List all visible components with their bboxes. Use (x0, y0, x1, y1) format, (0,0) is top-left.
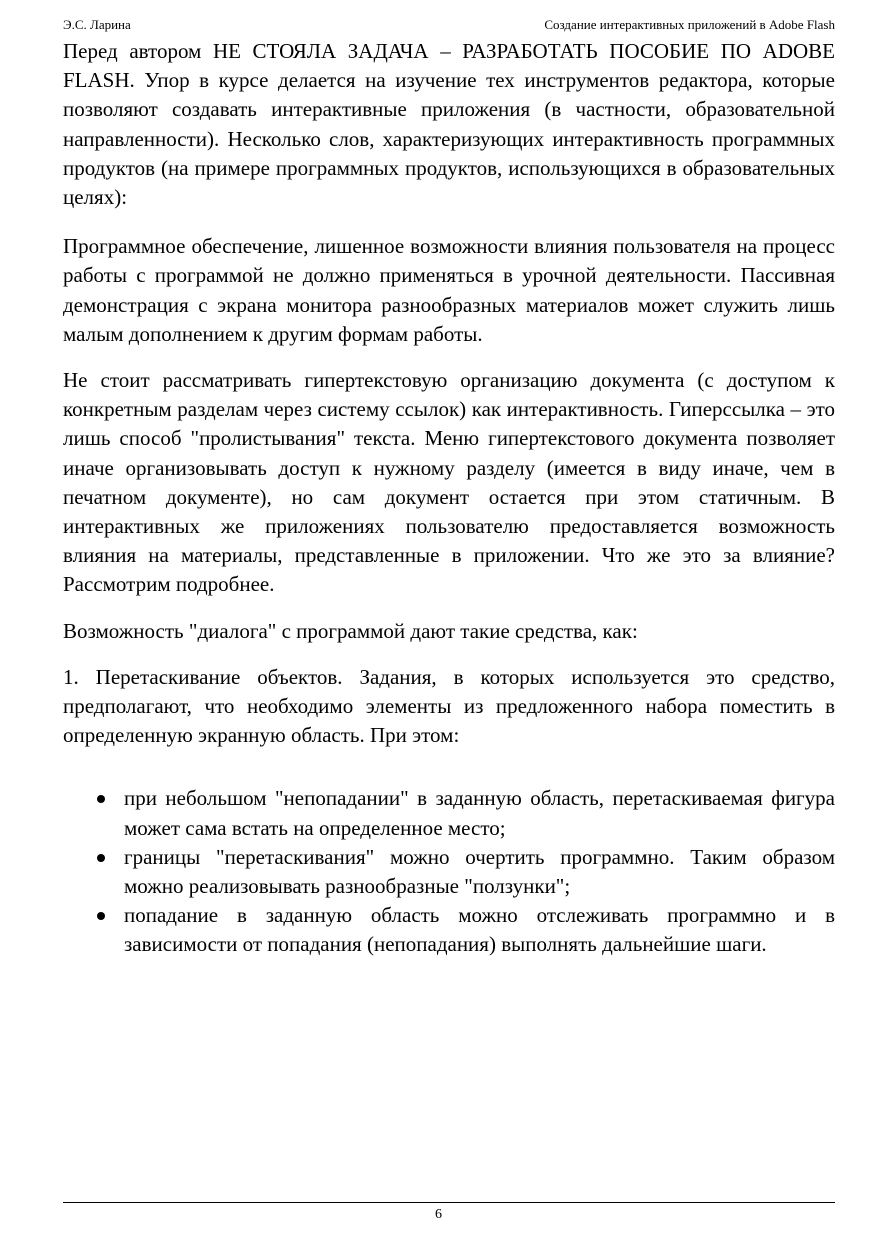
body-text (63, 37, 835, 960)
header-book-title: Создание интерактивных приложений в Adobe Flash (544, 17, 835, 32)
bullet-icon (97, 795, 105, 803)
list-item (63, 901, 835, 959)
list-item (63, 843, 835, 901)
paragraph: Не стоит рассматривать гипертекстовую организацию документа (с доступом к конкретным разделам через систему ссылок) как интерактивность. Гиперссылка – это лишь способ "пролистывания" текста. Меню гипертекстового документа позволяет иначе организовывать доступ к нужному разделу (имеется в виду иначе, чем в печатном документе), но сам документ остается при этом статичным. В интерактивных же приложениях пользователю предоставляется возможность влияния на материалы, представленные в приложении. Что же это за влияние? Рассмотрим подробнее. (63, 368, 835, 597)
paragraph: Перед автором НЕ СТОЯЛА ЗАДАЧА – РАЗРАБОТАТЬ ПОСОБИЕ ПО ADOBE FLASH. Упор в курсе делается на изучение тех инструментов редактора, которые позволяют создавать интерактивные приложения (в частности, образовательной направленности). Несколько слов, характеризующих интерактивность программных продуктов (на примере программных продуктов, использующихся в образовательных целях): (63, 39, 835, 210)
list-item-text: при небольшом "непопадании" в заданную область, перетаскиваемая фигура может сама встать на определенное место; (124, 786, 835, 840)
bullet-icon (97, 912, 105, 920)
page-number: 6 (435, 1207, 442, 1222)
paragraph: Возможность "диалога" с программой дают такие средства, как: (63, 618, 638, 643)
list-item-text: попадание в заданную область можно отслеживать программно и в зависимости от попадания (непопадания) выполнять дальнейшие шаги. (124, 903, 835, 957)
bullet-list (63, 784, 835, 959)
numbered-paragraph: 1. Перетаскивание объектов. Задания, в которых используется это средство, предполагают, что необходимо элементы из предложенного набора поместить в определенную экранную область. При этом: (63, 664, 835, 748)
running-header (63, 16, 835, 34)
list-item (63, 784, 835, 842)
footer-divider (63, 1202, 835, 1203)
header-author: Э.С. Ларина (63, 17, 131, 32)
list-item-text: границы "перетаскивания" можно очертить программно. Таким образом можно реализовывать разнообразные "ползунки"; (124, 844, 835, 899)
paragraph: Программное обеспечение, лишенное возможности влияния пользователя на процесс работы с программой не должно применяться в урочной деятельности. Пассивная демонстрация с экрана монитора разнообразных материалов может служить лишь малым дополнением к другим формам работы. (63, 234, 835, 346)
bullet-icon (97, 854, 105, 862)
